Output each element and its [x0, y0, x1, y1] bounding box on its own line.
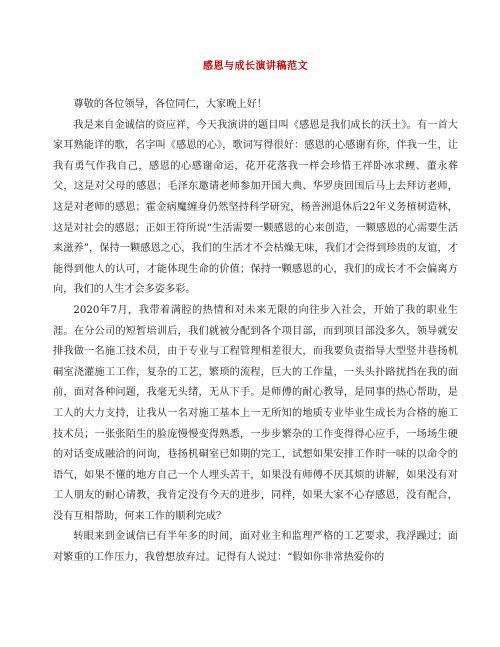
paragraph-2: 2020年7月，我带着满腔的热情和对未来无限的向往步入社会，开始了我的职业生涯。在分公司的短暂培训后，我们就被分配到各个项目部，而到项目部没多久，领导就安排我做一名施工技术员，由于专业与工程管理相差很大，而我要负责指导大型竖井巷扬机硐室浇灌施工工作，复杂的工艺，繁琐的流程，巨大的工作量，一头头扑路扰挡在我的面前，面对各种问题，我毫无头绪，无从下手。是师傅的耐心教导，是同事的热心帮助，是工人的大力支持，让我从一名对施工基本上一无所知的地质专业毕业生成长为合格的施工技术员；一张张陌生的脸庞慢慢变得熟悉，一步步繁杂的工作变得得心应手，一场场生硬的对话变成融洽的问询，巷扬机硐室已如期的完工，试想如果安排工作时一味的以命令的语气，如果不懂的地方自己一个人埋头苦干，如果没有师傅不厌其烦的讲解，如果没有对工人朋友的耐心请教，我肯定没有今天的进步，同样，如果大家不心存感恩，没有配合，没有互相帮助，何来工作的顺利完成？: [53, 304, 458, 522]
paragraph-1: 我是来自金诚信的资应祥，今天我演讲的题目叫《感恩是我们成长的沃土》。有一首大家耳熟能详的歌，名字叫《感恩的心》，歌词写得很好：感恩的心感谢有你，伴我一生，让我有勇气作我自己，感恩的心感谢命运，花开花落我一样会珍惜王祥卧冰求鲤、董永葬父，这是对父母的感恩；毛泽东邀请老师参加开国大典、华罗庚回国后马上去拜访老师，这是对老师的感恩；霍金病魔缠身仍然坚持科学研究，杨善洲退休后22年义务植树造林，这是对社会的感恩；正如王符所说“生活需要一颗感恩的心来创造，一颗感恩的心需要生活来滋养”，保持一颗感恩之心，我们的生活才不会枯燥无味，我们才会得到珍贵的友谊，才能得到他人的认可，才能体现生命的价值；保持一颗感恩的心，我们的成长才不会偏离方向，我们的人生才会多姿多彩。: [53, 119, 458, 296]
document-title: 感恩与成长演讲稿范文: [203, 61, 308, 72]
paragraph-3: 转眼来到金诚信已有半年多的时间，面对业主和监理严格的工艺要求，我浮躁过；面对繁重的工作压力，我曾想放弃过。记得有人说过：“假如你非常热爱你的: [53, 531, 458, 564]
salutation: 尊敬的各位领导，各位同仁，大家晚上好！: [73, 99, 267, 110]
